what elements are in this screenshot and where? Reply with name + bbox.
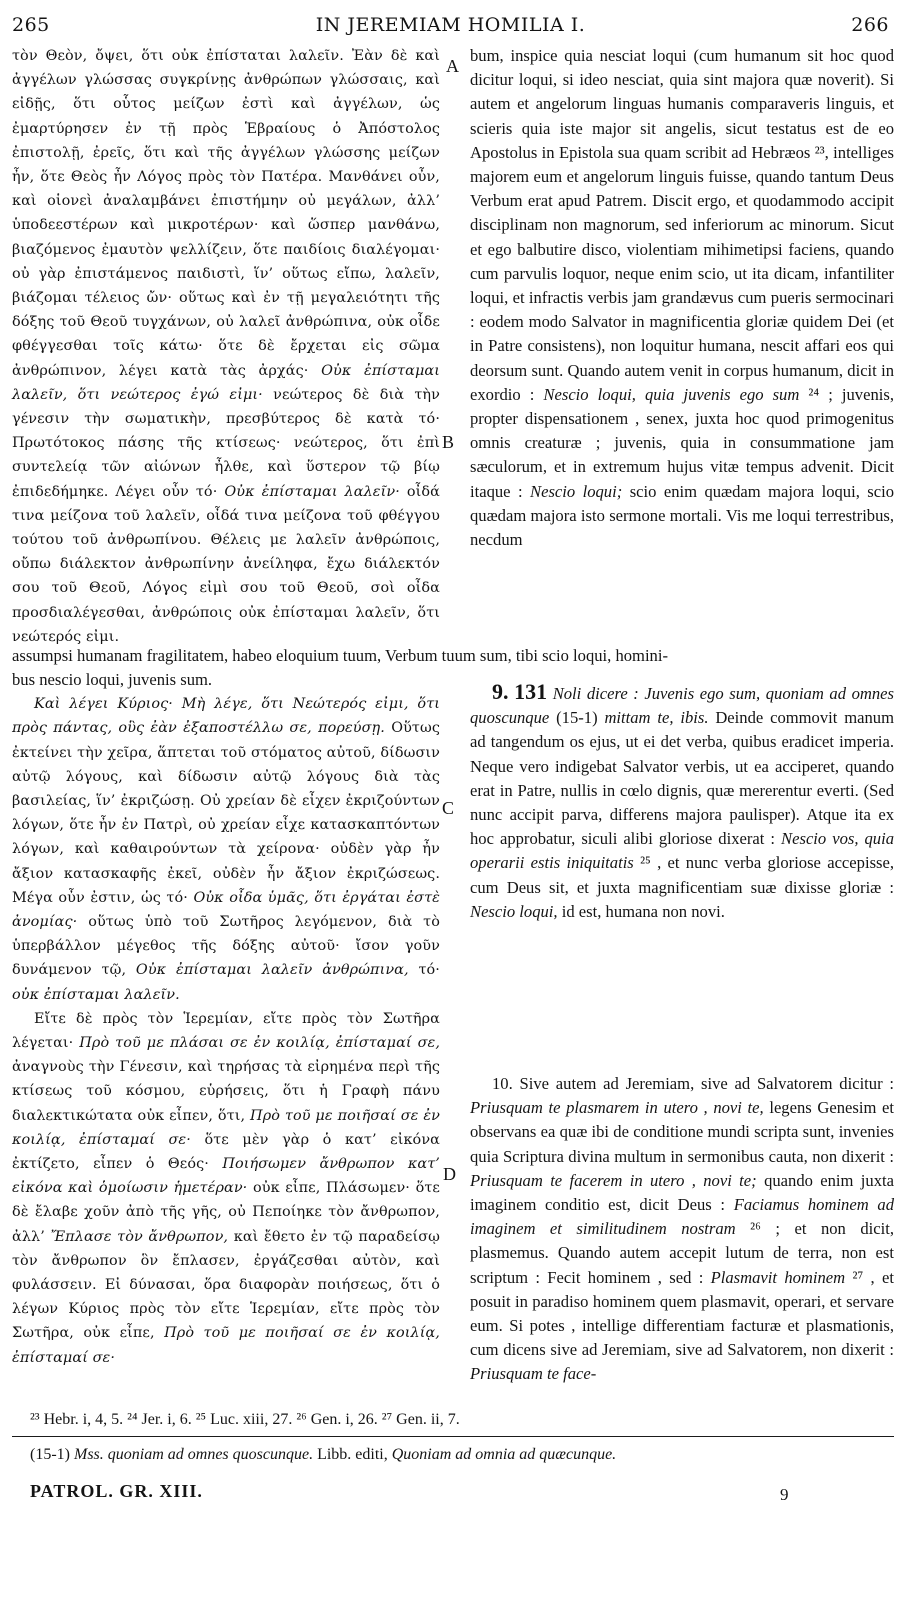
latin-quote: mittam te, ibis. (604, 708, 709, 728)
greek-text: ἀναγνοὺς τὴν Γένεσιν, καὶ τηρήσας τὰ εἰρημένα περὶ τῆς κτίσεως τοῦ κόσμου, εὑρήσεις, ὅτι ἡ Γραφὴ πάνυ διαλεκτικώτατα οὐκ εἶπεν, ὅτι, (12, 1059, 440, 1124)
margin-letter-c: C (442, 798, 455, 818)
footnotes: ²³ Hebr. i, 4, 5. ²⁴ Jer. i, 6. ²⁵ Luc. xiii, 27. ²⁶ Gen. i, 26. ²⁷ Gen. ii, 7. (30, 1411, 460, 1428)
page-number-right: 266 (851, 14, 889, 36)
running-header (12, 14, 889, 40)
running-title: IN JEREMIAM HOMILIA I. (315, 14, 586, 36)
section-number: 9. (492, 679, 509, 704)
latin-text: legens Genesim et observans ea quæ ibi de conditione mundi scripta sunt, invenies quia Scriptura divina multum in sermonibus cauta, non dixerit : (470, 1098, 894, 1166)
latin-column (470, 44, 894, 552)
greek-quote: Ποιήσωμεν ἄνθρωπον κατ’ εἰκόνα καὶ ὁμοίωσιν ἡμετέραν· (12, 1156, 440, 1197)
spanning-latin-line: assumpsi humanam fragilitatem, habeo eloquium tuum, Verbum tuum sum, tibi scio loqui, homini- (12, 646, 668, 665)
latin-paragraph-1 (470, 44, 894, 552)
greek-quote: Ἔπλασε τὸν ἄνθρωπον, (50, 1228, 229, 1245)
latin-text: bum, inspice quia nesciat loqui (cum humanum sit hoc quod dicitur loqui, si ideo nesciat, quia sint majora quæ noverit). Si autem et angelorum linguas humanis comparaveris linguis, et scieris quia iste major sit angelis, sicut testatus est de eo Apostolus in Epistola sua quam scribit ad Hebræos ²³, intelliges majorem eum et angelorum linguis fuisse, quando tantum Deus Verbum erat apud Patrem. Discit ergo, et quodammodo accipit disciplinam non magnorum, sed inferiorum ac minorum. Sicut et ego balbutire disco, violentiam mihimetipsi faciens, quando cum parvulis loquor, neque enim scio, ut ita dicam, infantiliter loqui, et infractis verbis jam grandævus cum pueris sermocinari : eodem modo Salvator in magnificentia gloriæ quidem Dei (et in Patre consistens), non loquitur humana, nescit affari eos qui deorsum sunt. Quando autem venit in corpus humanum, dicit in exordio : (470, 46, 894, 404)
greek-column (12, 44, 440, 649)
greek-paragraph-2 (12, 692, 440, 1007)
greek-column-lower (12, 668, 440, 1370)
latin-quote: Nescio vos, quia operarii estis iniquitatis (470, 829, 895, 873)
latin-column-section-9 (470, 680, 894, 924)
latin-text: id est, humana non novi. (561, 901, 725, 921)
greek-quote: Οὐκ ἐπίσταμαι λαλεῖν· (224, 483, 400, 500)
greek-quote: Καὶ λέγει Κύριος· Μὴ λέγε, ὅτι Νεώτερός εἰμι, ὅτι πρὸς πάντας, οὓς ἐὰν ἐξαποστέλλω σε, πορεύσῃ. (12, 696, 440, 737)
latin-column-section-10 (470, 1072, 894, 1387)
greek-quote: Πρὸ τοῦ με ποιῆσαί σε ἐν κοιλίᾳ, ἐπίσταμαί σε· (12, 1107, 440, 1148)
latin-quote: Nescio loqui; (530, 481, 623, 501)
marginal-page-number: 131 (514, 679, 548, 704)
greek-text: τὸν Θεὸν, ὄψει, ὅτι οὐκ ἐπίσταται λαλεῖν. Ἐὰν δὲ καὶ ἀγγέλων γλώσσας συγκρίνῃς ἀνθρώπων γλώσσαις, καὶ εἰδῇς, ὅτι οὗτος μείζων ἐστὶ καὶ ἀγγέλων, ὡς ἐμαρτύρησεν ἐν τῇ πρὸς Ἑβραίους ὁ Ἀπόστολος ἐπιστολῇ, ἐρεῖς, ὅτι καὶ τῆς ἀγγέλων γλώσσης μείζων ἦν, ὅτε Θεὸς ἦν Λόγος πρὸς τὸν Πατέρα. Μανθάνει οὖν, καὶ οἱονεὶ ἀναλαμβάνει ἐπιστήμην οὐ μεγάλων, ἀλλ’ ὑποδεεστέρων καὶ μικροτέρων· καὶ ὥσπερ μανθάνω, βιαζόμενος ἐμαυτὸν ψελλίζειν, ὅτε παιδίοις διαλέγομαι· οὐ γὰρ ἐπιστάμενος παιδιστὶ, ἵν’ οὕτως εἴπω, λαλεῖν, βιάζομαι τέλειος ὤν· οὕτως καὶ ἐν τῇ μεγαλειότητι τῆς δόξης τοῦ Θεοῦ τυγχάνων, οὐ λαλεῖ ἀνθρώπινα, οὐκ οἶδε φθέγγεσθαι τοῖς κάτω· ὅτε δὲ ἔρχεται εἰς σῶμα ἀνθρώπινον, λέγει κατὰ τὰς ἀρχάς· (12, 48, 440, 379)
greek-paragraph-3 (12, 1007, 440, 1370)
latin-text: scio enim quædam majora loqui, scio quædam majora isto sermone mortali. Vis me loqui terrestribus, necdum (470, 481, 895, 550)
latin-paragraph-9 (470, 680, 894, 924)
variant-note-ref: (15-1) (30, 1446, 70, 1463)
footer-series-title: PATROL. GR. XIII. (30, 1481, 203, 1501)
greek-text: οὐκ εἶπε, Πλάσωμεν· ὅτε δὲ ἔλαβε χοῦν ἀπὸ τῆς γῆς, οὐ Πεποίηκε τὸν ἄνθρωπον, ἀλλ’ (12, 1180, 440, 1245)
greek-quote: Οὐκ οἶδα ὑμᾶς, ὅτι ἐργάται ἐστὲ ἀνομίας· (12, 889, 440, 931)
latin-quote: Nescio loqui, quia juvenis ego sum (543, 384, 800, 404)
latin-text: ²⁷ , et posuit in paradiso hominem quem plasmavit, operari, et servare eum. Si potes , intellige differentiam facturæ et plasmationis, cum dicens sive ad Jeremiam, sive ad Salvatorem, non dixerit : (470, 1267, 894, 1360)
variant-note-text: Quoniam ad omnia ad quæcunque. (391, 1446, 617, 1463)
greek-text: νεώτερος δὲ διὰ τὴν γένεσιν τὴν σωματικὴν, πρεσβύτερος δὲ κατὰ τό· Πρωτότοκος πάσης τῆς κτίσεως· νεώτερος, ὅτι ἐπὶ συντελείᾳ τῶν αἰώνων ἦλθε, καὶ ὕστερον τῷ βίῳ ἐπιδεδήμηκε. Λέγει οὖν τό· (12, 386, 440, 500)
section-number: 10. (492, 1074, 513, 1093)
greek-quote: Οὐκ ἐπίσταμαι λαλεῖν, ὅτι νεώτερος ἐγώ εἰμι· (12, 362, 440, 403)
greek-quote: οὐκ ἐπίσταμαι λαλεῖν. (12, 986, 180, 1003)
latin-quote: Faciamus hominem ad imaginem et similitudinem nostram (470, 1195, 894, 1239)
greek-text: Οὕτως ἐκτείνει τὴν χεῖρα, ἅπτεται τοῦ στόματος αὐτοῦ, δίδωσιν αὐτῷ λόγους, καὶ δίδωσιν αὐτῷ λόγους διὰ τὰς βασιλείας, ἵν’ ἐκριζώσῃ. Οὐ χρείαν δὲ εἶχεν ἐκριζούντων λόγων, ὅτε ἦν ἐν Πατρὶ, οὐ χρείαν εἶχε κατασκαπτόντων λόγων, καὶ καθαιρούντων τὰ χείρονα· οὐδὲν γὰρ ἦν ἄξιον κατασκαφῆς ἐκεῖ, οὐδὲν ἦν ἄξιον ἐκριζώσεως. Μέγα οὖν ἐστιν, ὡς τό· (12, 720, 440, 906)
latin-text: quando enim juxta imaginem conditio est, dicit Deus : (470, 1170, 894, 1215)
greek-text: οὕτως ὑπὸ τοῦ Σωτῆρος λεγόμενον, διὰ τὸ ὑπερβάλλον μέγεθος τῆς δόξης αὐτοῦ· ἴσον γοῦν δυνάμενον τῷ, (12, 914, 440, 979)
latin-continuation: bus nescio loqui, juvenis sum. (12, 670, 213, 689)
greek-text: οἶδά τινα μείζονα τοῦ λαλεῖν, οἶδά τινα μείζονα τοῦ φθέγγου τούτου τοῦ ἀνθρωπίνου. Θέλεις με λαλεῖν ἀνθρώποις, οὔπω διάλεκτον ἀνθρωπίνην ἀνείληφα, ἔχω διάλεκτόν σου τοῦ Θεοῦ, Λόγος εἰμὶ σου τοῦ Θεοῦ, σοὶ οἶδα προσδιαλέγεσθαι, ἀνθρώποις οὐκ ἐπίσταμαι λαλεῖν, ὅτι νεώτερός εἰμι. (12, 483, 440, 645)
greek-text: ὅτε μὲν γὰρ ὁ κατ’ εἰκόνα ἐκτίζετο, εἶπεν ὁ Θεός· (12, 1131, 440, 1173)
latin-quote: Plasmavit hominem (710, 1267, 846, 1287)
latin-quote: Priusquam te face- (470, 1364, 597, 1384)
margin-letter-b: B (442, 432, 455, 452)
latin-text: ²⁴ ; juvenis, propter dispensationem , senex, juxta hoc quod primogenitus omnis creaturæ ; juvenis, quia in consummatione jam sæculorum, et in extremum hujus vitæ tempus advenit. Dicit itaque : (470, 384, 894, 501)
latin-quote: Noli dicere : Juvenis ego sum, quoniam ad omnes quoscunque (470, 684, 894, 728)
greek-text: Εἴτε δὲ πρὸς τὸν Ἱερεμίαν, εἴτε πρὸς τὸν Σωτῆρα λέγεται· (12, 1010, 440, 1052)
footnote-rule (12, 1436, 894, 1437)
latin-quote: Priusquam te plasmarem in utero , novi te, (470, 1098, 764, 1118)
latin-text: Sive autem ad Jeremiam, sive ad Salvatorem dicitur : (519, 1074, 894, 1093)
greek-quote: Οὐκ ἐπίσταμαι λαλεῖν ἀνθρώπινα, (135, 962, 409, 979)
variant-note-text: Mss. quoniam ad omnes quoscunque. (73, 1446, 314, 1463)
latin-paragraph-10 (470, 1072, 894, 1387)
greek-text: καὶ ἔθετο ἐν τῷ παραδείσῳ τὸν ἄνθρωπον ὃν ἔπλασεν, ἐργάζεσθαι αὐτὸν, καὶ φυλάσσειν. Εἰ δύνασαι, ὅρα διαφορὰν ποιήσεως, ὅτι ὁ λέγων Κύριος πρὸς τὸν εἴτε Ἱερεμίαν, εἴτε πρὸς τὸν Σωτῆρα, οὐκ εἶπε, (12, 1228, 440, 1342)
margin-letter-d: D (443, 1164, 456, 1184)
signature-mark: 9 (780, 1485, 789, 1504)
latin-text: ²⁶ ; et non dicit, plasmemus. Quando autem accepit lutum de terra, non est scriptum : Fecit hominem , sed : (470, 1219, 894, 1287)
greek-quote: Πρὸ τοῦ με ποιῆσαί σε ἐν κοιλίᾳ, ἐπίσταμαί σε· (12, 1325, 440, 1366)
variant-note (30, 1446, 889, 1464)
greek-text: τό· (418, 962, 440, 979)
latin-quote: Nescio loqui, (470, 901, 558, 921)
variant-note-text: Libb. editi, (317, 1446, 388, 1463)
greek-quote: Πρὸ τοῦ με πλάσαι σε ἐν κοιλίᾳ, ἐπίσταμαί σε, (79, 1035, 440, 1052)
variant-reference: (15-1) (556, 708, 598, 728)
latin-quote: Priusquam te facerem in utero , novi te; (470, 1170, 757, 1190)
page-number-left: 265 (12, 14, 50, 36)
margin-letter-a: A (446, 56, 459, 76)
latin-text: ²⁵ , et nunc verba gloriose accepisse, cum Deus sit, et juxta magnificentiam suæ dixisse gloriæ : (470, 853, 895, 897)
greek-paragraph-1 (12, 44, 440, 649)
latin-text: Deinde commovit manum ad tangendum os ejus, ut ei det verba, quibus eradicet imperia. Neque vero indigebat Salvator verbis, ut ea acciperet, quando erat in Patre, nullis in cœlo dignis, quæ mererentur everti. (Sed nunc accipit parva, differens majora paulisper). Atque ita ex hoc approbatur, siculi alibi gloriose dixerat : (470, 708, 894, 849)
